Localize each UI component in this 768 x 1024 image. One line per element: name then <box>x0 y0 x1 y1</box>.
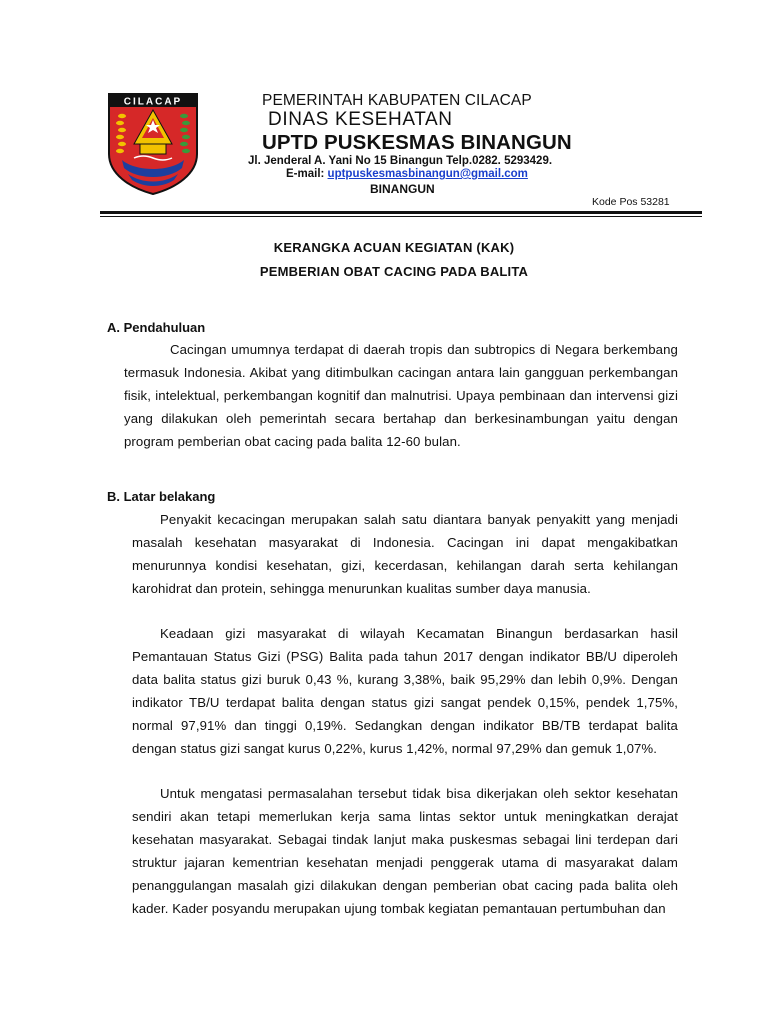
svg-text:CILACAP: CILACAP <box>123 96 183 108</box>
section-b-paragraph-1: Penyakit kecacingan merupakan salah satu diantara banyak penyakitt yang menjadi masalah kesehatan masyarakat di Indonesia. Cacingan ini dapat mengakibatkan menurunnya kondisi kesehatan, gizi, kecerdasan, kehilangan darah serta kehilangan karohidrat dan protein, sehingga menurunkan kualitas sumber daya manusia. <box>132 512 678 596</box>
section-a-paragraph: Cacingan umumnya terdapat di daerah tropis dan subtropics di Negara berkembang termasuk Indonesia. Akibat yang ditimbulkan cacingan antara lain gangguan perkembangan fisik, intelektual, perkembangan kognitif dan malnutrisi. Upaya pembinaan dan intervensi gizi yang dilakukan oleh pemerintah secara bertahap dan berkesinambungan yaitu dengan program pemberian obat cacing pada balita 12-60 bulan. <box>124 342 678 449</box>
letterhead-divider-thin <box>100 216 702 217</box>
document-subtitle: PEMBERIAN OBAT CACING PADA BALITA <box>259 264 529 279</box>
document-title: KERANGKA ACUAN KEGIATAN (KAK) <box>273 240 515 255</box>
section-b-paragraph-2: Keadaan gizi masyarakat di wilayah Kecamatan Binangun berdasarkan hasil Pemantauan Status Gizi (PSG) Balita pada tahun 2017 dengan indikator BB/U diperoleh data balita status gizi buruk 0,43 %, kurang 3,38%, baik 95,29% dan lebih 0,9%. Dengan indikator TB/U terdapat balita dengan status gizi sangat pendek 0,15%, pendek 1,75%, normal 97,91% dan tinggi 0,19%. Sedangkan dengan indikator BB/TB terdapat balita dengan status gizi sangat kurus 0,22%, kurus 1,42%, normal 97,29% dan gemuk 1,07%. <box>132 626 678 756</box>
department-name: DINAS KESEHATAN <box>268 109 453 130</box>
letterhead-divider-thick <box>100 211 702 214</box>
cilacap-regency-logo <box>106 92 200 196</box>
unit-name: UPTD PUSKESMAS BINANGUN <box>262 131 572 154</box>
government-name: PEMERINTAH KABUPATEN CILACAP <box>262 92 532 109</box>
section-a-heading: A. Pendahuluan <box>107 320 206 335</box>
postal-code: Kode Pos 53281 <box>592 196 670 208</box>
email-label: E-mail: <box>286 168 325 180</box>
city-name: BINANGUN <box>370 182 435 196</box>
email-line <box>286 168 528 180</box>
section-b-paragraph-3: Untuk mengatasi permasalahan tersebut tidak bisa dikerjakan oleh sektor kesehatan sendiri akan tetapi memerlukan kerja sama lintas sektor untuk meningkatkan derajat kesehatan masyarakat. Sebagai tindak lanjut maka puskesmas sebagai lini terdepan dari struktur jajaran kementrian kesehatan menjadi penggerak utama di masyarakat dalam penanggulangan masalah gizi dilakukan dengan pemberian obat cacing pada balita oleh kader. Kader posyandu merupakan ujung tombak kegiatan pemantauan pertumbuhan dan <box>132 786 678 916</box>
address-line: Jl. Jenderal A. Yani No 15 Binangun Telp.0282. 5293429. <box>248 155 553 167</box>
email-link[interactable]: uptpuskesmasbinangun@gmail.com <box>327 168 528 180</box>
section-b-heading: B. Latar belakang <box>107 489 216 504</box>
